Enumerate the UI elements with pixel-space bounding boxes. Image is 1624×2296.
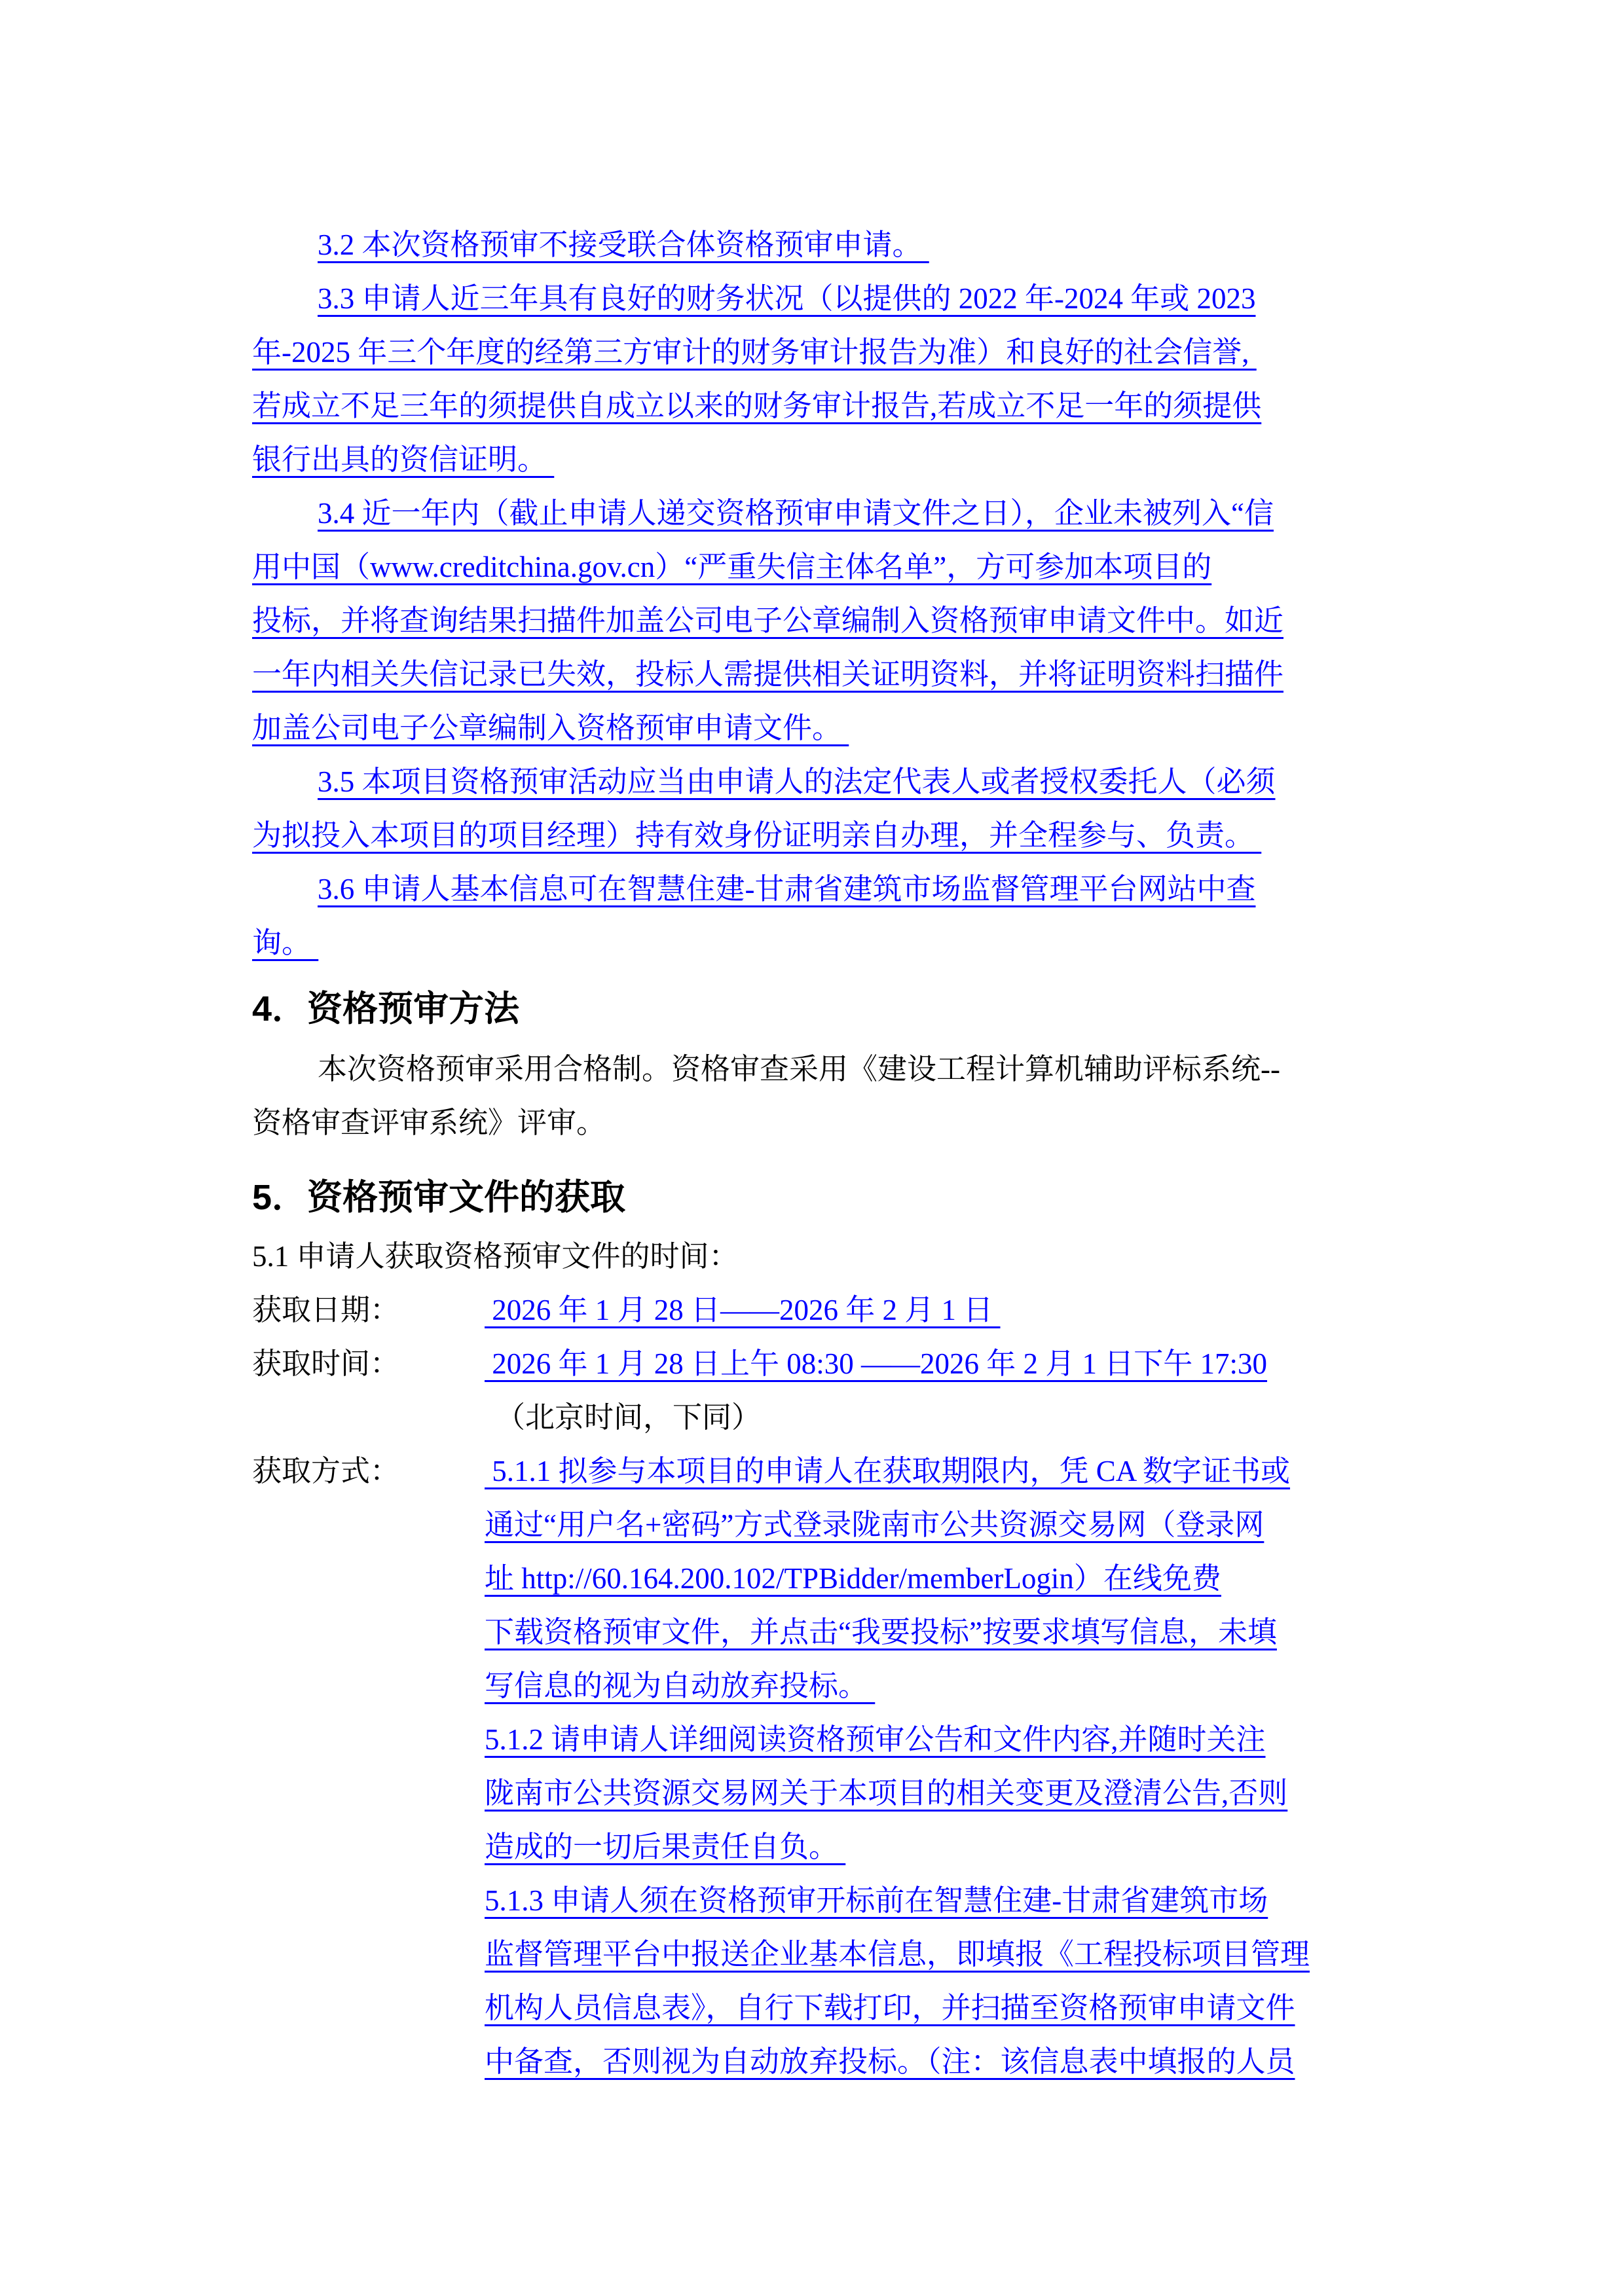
clause-5-1-2-line-1 bbox=[485, 1713, 1431, 1766]
clause-text: 3.5 本项目资格预审活动应当由申请人的法定代表人或者授权委托人（必须 bbox=[318, 765, 1276, 798]
clause-text: 造成的一切后果责任自负。 bbox=[485, 1831, 846, 1863]
clause-text: 下载资格预审文件，并点击“我要投标”按要求填写信息，未填 bbox=[485, 1616, 1277, 1649]
clause-text: 写信息的视为自动放弃投标。 bbox=[485, 1669, 876, 1702]
acquire-time-label: 获取时间： bbox=[252, 1347, 400, 1380]
url-text: 址 http://60.164.200.102/TPBidder/memberLogin）在线免费 bbox=[485, 1562, 1221, 1595]
clause-text: 监督管理平台中报送企业基本信息，即填报《工程投标项目管理 bbox=[485, 1938, 1310, 1971]
acquire-date-value: 2026 年 1 月 28 日——2026 年 2 月 1 日 bbox=[485, 1294, 1001, 1326]
acquire-date-label: 获取日期： bbox=[252, 1294, 400, 1326]
clause-text: 机构人员信息表》，自行下载打印，并扫描至资格预审申请文件 bbox=[485, 1992, 1295, 2024]
clause-3-6-line-2 bbox=[252, 916, 1431, 970]
clause-3-4-line-4 bbox=[252, 647, 1431, 701]
time-note: （北京时间，下同） bbox=[496, 1401, 762, 1434]
acquire-method-label: 获取方式： bbox=[252, 1455, 400, 1487]
section-5-heading: 5．资格预审文件的获取 bbox=[252, 1178, 626, 1217]
clause-5-1-3-line-4 bbox=[485, 2035, 1431, 2088]
clause-5-1-1-line-5 bbox=[485, 1659, 1431, 1713]
clause-3-3-line-4 bbox=[252, 433, 1431, 486]
clause-5-1-2-paragraph bbox=[485, 1713, 1431, 1874]
time-note-spacer bbox=[252, 1391, 485, 1444]
clause-3-2-line bbox=[252, 218, 1431, 272]
clause-text: 3.6 申请人基本信息可在智慧住建-甘肃省建筑市场监督管理平台网站中查 bbox=[318, 873, 1256, 905]
clause-5-1-2-spacer bbox=[252, 1713, 485, 1766]
clause-text: 3.3 申请人近三年具有良好的财务状况（以提供的 2022 年-2024 年或 2023 bbox=[318, 282, 1256, 315]
clause-5-1-2-row bbox=[252, 1713, 1431, 1874]
clause-3-3-line-3 bbox=[252, 379, 1431, 433]
clause-text: 5.1.2 请申请人详细阅读资格预审公告和文件内容,并随时关注 bbox=[485, 1723, 1266, 1756]
clause-3-4-line-1 bbox=[252, 486, 1431, 540]
clause-3-4-line-2 bbox=[252, 540, 1431, 594]
clause-text: 用中国（www.creditchina.gov.cn）“严重失信主体名单”，方可参加本项目的 bbox=[252, 551, 1212, 583]
clause-5-1-1-line-2 bbox=[485, 1498, 1431, 1552]
section-4-heading: 4．资格预审方法 bbox=[252, 989, 520, 1029]
time-note-row bbox=[252, 1391, 1431, 1444]
clause-5-1-2-line-2 bbox=[485, 1766, 1431, 1820]
clause-text: 一年内相关失信记录已失效，投标人需提供相关证明资料，并将证明资料扫描件 bbox=[252, 658, 1284, 691]
acquire-time-value: 2026 年 1 月 28 日上午 08:30 ——2026 年 2 月 1 日下午 17:30 bbox=[485, 1347, 1268, 1380]
clause-5-1-1-line-4 bbox=[485, 1605, 1431, 1659]
clause-text: 中备查，否则视为自动放弃投标。（注：该信息表中填报的人员 bbox=[485, 2045, 1295, 2078]
clause-5-1-3-spacer bbox=[252, 1874, 485, 1927]
clause-text: 年-2025 年三个年度的经第三方审计的财务审计报告为准）和良好的社会信誉, bbox=[252, 336, 1257, 369]
clause-3-3-line-1 bbox=[252, 272, 1431, 325]
clause-5-1-3-line-3 bbox=[485, 1981, 1431, 2035]
clause-text: 5.1.3 申请人须在资格预审开标前在智慧住建-甘肃省建筑市场 bbox=[485, 1884, 1268, 1917]
clause-5-1-1-line-1 bbox=[485, 1444, 1431, 1498]
clause-text: 5.1.1 拟参与本项目的申请人在获取期限内，凭 CA 数字证书或 bbox=[485, 1455, 1291, 1487]
clause-3-5-line-1 bbox=[252, 755, 1431, 809]
clause-text: 加盖公司电子公章编制入资格预审申请文件。 bbox=[252, 712, 849, 744]
clause-5-1-intro: 5.1 申请人获取资格预审文件的时间： bbox=[252, 1240, 739, 1273]
clause-text: 询。 bbox=[252, 926, 319, 959]
clause-5-1-3-line-1 bbox=[485, 1874, 1431, 1927]
clause-text: 投标，并将查询结果扫描件加盖公司电子公章编制入资格预审申请文件中。如近 bbox=[252, 604, 1284, 637]
clause-3-4-line-3 bbox=[252, 594, 1431, 647]
clause-text: 3.2 本次资格预审不接受联合体资格预审申请。 bbox=[318, 228, 929, 261]
clause-5-1-1-paragraph bbox=[485, 1444, 1431, 1713]
acquire-time-row bbox=[252, 1337, 1431, 1391]
clause-5-1-3-line-2 bbox=[485, 1927, 1431, 1981]
acquire-date-row bbox=[252, 1283, 1431, 1337]
clause-text: 3.4 近一年内（截止申请人递交资格预审申请文件之日），企业未被列入“信 bbox=[318, 497, 1274, 530]
clause-text: 为拟投入本项目的项目经理）持有效身份证明亲自办理，并全程参与、负责。 bbox=[252, 819, 1262, 852]
acquire-date-value-wrap bbox=[485, 1283, 1431, 1337]
clause-text: 通过“用户名+密码”方式登录陇南市公共资源交易网（登录网 bbox=[485, 1508, 1264, 1541]
clause-3-6-line-1 bbox=[252, 862, 1431, 916]
section-4-body-line-1: 本次资格预审采用合格制。资格审查采用《建设工程计算机辅助评标系统-- bbox=[318, 1053, 1280, 1085]
clause-5-1-2-line-3 bbox=[485, 1820, 1431, 1874]
clause-5-1-3-row bbox=[252, 1874, 1431, 2088]
acquire-time-value-wrap bbox=[485, 1337, 1431, 1391]
clause-3-5-line-2 bbox=[252, 809, 1431, 862]
acquire-method-row bbox=[252, 1444, 1431, 1713]
clause-text: 银行出具的资信证明。 bbox=[252, 443, 555, 476]
clause-3-3-line-2 bbox=[252, 325, 1431, 379]
clause-text: 若成立不足三年的须提供自成立以来的财务审计报告,若成立不足一年的须提供 bbox=[252, 390, 1262, 422]
clause-5-1-1-line-3 bbox=[485, 1552, 1431, 1605]
section-4-body-line-2: 资格审查评审系统》评审。 bbox=[252, 1106, 606, 1139]
clause-5-1-3-paragraph bbox=[485, 1874, 1431, 2088]
clause-3-4-line-5 bbox=[252, 701, 1431, 755]
clause-text: 陇南市公共资源交易网关于本项目的相关变更及澄清公告,否则 bbox=[485, 1777, 1288, 1810]
